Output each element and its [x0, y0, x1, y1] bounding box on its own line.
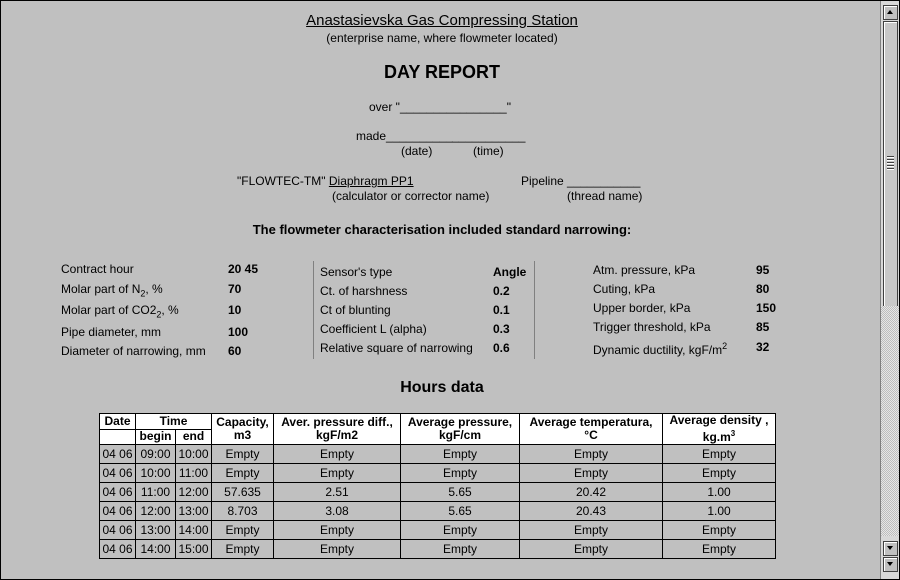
param-value: 80 — [756, 282, 770, 296]
param-label: Molar part of $CO2_2$, % — [61, 303, 179, 320]
cell-date: 04 06 — [100, 445, 136, 464]
cell-pressure-diff: Empty — [274, 540, 401, 559]
param-value: 150 — [756, 301, 777, 315]
cell-avg-pressure: Empty — [401, 540, 520, 559]
cell-begin: 11:00 — [136, 483, 176, 502]
scroll-down-arrow-icon[interactable] — [883, 557, 898, 572]
param-label: Ct. of harshness — [320, 284, 408, 298]
cell-avg-temperature: Empty — [520, 540, 663, 559]
param-label: Sensor's type — [320, 265, 393, 279]
column-divider — [313, 261, 314, 359]
enterprise-hint: (enterprise name, where flowmeter located) — [326, 31, 558, 45]
param-value: 95 — [756, 263, 770, 277]
cell-end: 12:00 — [176, 483, 212, 502]
cell-date: 04 06 — [100, 540, 136, 559]
cell-avg-density: Empty — [663, 464, 776, 483]
header-end: end — [176, 429, 212, 445]
header-time: Time — [136, 414, 212, 430]
cell-avg-temperature: Empty — [520, 445, 663, 464]
cell-avg-pressure: 5.65 — [401, 502, 520, 521]
param-label: Atm. pressure, kPa — [593, 263, 696, 277]
page-title: DAY REPORT — [383, 62, 501, 82]
cell-date: 04 06 — [100, 502, 136, 521]
hours-table-body — [100, 445, 776, 559]
made-label: made__________ — [356, 129, 453, 143]
param-value: 20 45 — [228, 262, 259, 276]
param-value: 32 — [756, 340, 770, 354]
cell-end: 13:00 — [176, 502, 212, 521]
characterisation-heading: The flowmeter characterisation included standard narrowing: — [252, 222, 632, 237]
hours-data-title: Hours data — [400, 379, 484, 396]
param-label: Coefficient L (alpha) — [320, 322, 427, 336]
cell-avg-pressure: Empty — [401, 445, 520, 464]
cell-begin: 12:00 — [136, 502, 176, 521]
param-label: Upper border, kPa — [593, 301, 691, 315]
param-label: Dynamic ductility, kgF/$m^2$ — [593, 341, 728, 357]
param-label: Ct of blunting — [320, 303, 391, 317]
param-value: 0.3 — [493, 322, 510, 336]
param-value: 10 — [228, 303, 242, 317]
param-label: Diameter of narrowing, mm — [61, 344, 206, 358]
cell-avg-density: Empty — [663, 521, 776, 540]
report-document — [1, 1, 879, 579]
param-value: 70 — [228, 282, 242, 296]
time-hint: (time) — [473, 144, 504, 158]
vertical-scrollbar[interactable] — [880, 1, 899, 579]
cell-capacity: 8.703 — [212, 502, 274, 521]
cell-avg-temperature: Empty — [520, 521, 663, 540]
cell-avg-pressure: Empty — [401, 521, 520, 540]
cell-date: 04 06 — [100, 464, 136, 483]
cell-pressure-diff: Empty — [274, 445, 401, 464]
device-name: Diaphragm PP1 — [328, 174, 414, 188]
cell-begin: 13:00 — [136, 521, 176, 540]
date-hint: (date) — [401, 144, 433, 158]
cell-pressure-diff: 2.51 — [274, 483, 401, 502]
param-value: 0.6 — [493, 341, 510, 355]
device-hint: (calculator or corrector name) — [332, 189, 490, 203]
header-date: Date — [100, 414, 136, 430]
header-pressure-diff: Aver. pressure diff., kgF/m2 — [274, 414, 401, 445]
param-label: Molar part of $N_2$, % — [61, 282, 163, 299]
cell-avg-temperature: 20.43 — [520, 502, 663, 521]
cell-end: 11:00 — [176, 464, 212, 483]
cell-end: 10:00 — [176, 445, 212, 464]
cell-capacity: Empty — [212, 521, 274, 540]
header-avg-pressure: Average pressure, kgF/cm — [401, 414, 520, 445]
table-row — [100, 540, 776, 559]
header-avg-temperature: Average temperatura, °C — [520, 414, 663, 445]
header-avg-density: Average density , $kg.m^3$ — [663, 414, 776, 445]
scroll-thumb[interactable] — [883, 21, 898, 307]
cell-end: 15:00 — [176, 540, 212, 559]
param-value: 85 — [756, 320, 770, 334]
scroll-down-arrow-icon[interactable] — [883, 541, 898, 556]
cell-avg-density: 1.00 — [663, 483, 776, 502]
time-line: ___________ — [452, 129, 526, 143]
cell-avg-pressure: Empty — [401, 464, 520, 483]
over-line: over "________________" — [369, 100, 511, 114]
param-value: 60 — [228, 344, 242, 358]
cell-date: 04 06 — [100, 521, 136, 540]
param-label: Pipe diameter, mm — [61, 325, 162, 339]
cell-avg-temperature: 20.42 — [520, 483, 663, 502]
header-capacity: Capacity, m3 — [212, 414, 274, 445]
cell-capacity: Empty — [212, 445, 274, 464]
enterprise-name: Anastasievska Gas Compressing Station — [306, 12, 578, 29]
cell-pressure-diff: Empty — [274, 464, 401, 483]
table-row — [100, 483, 776, 502]
hours-table — [99, 413, 776, 559]
cell-pressure-diff: Empty — [274, 521, 401, 540]
cell-capacity: Empty — [212, 540, 274, 559]
device-line: "FLOWTEC-TM" Diaphragm PP1 — [237, 174, 414, 188]
cell-capacity: 57.635 — [212, 483, 274, 502]
cell-end: 14:00 — [176, 521, 212, 540]
header-begin: begin — [136, 429, 176, 445]
cell-begin: 10:00 — [136, 464, 176, 483]
cell-avg-density: Empty — [663, 540, 776, 559]
cell-pressure-diff: 3.08 — [274, 502, 401, 521]
cell-avg-density: Empty — [663, 445, 776, 464]
cell-avg-temperature: Empty — [520, 464, 663, 483]
param-value: 0.2 — [493, 284, 510, 298]
cell-date: 04 06 — [100, 483, 136, 502]
table-row — [100, 502, 776, 521]
param-label: Trigger threshold, kPa — [593, 320, 711, 334]
param-label: Cuting, kPa — [593, 282, 656, 296]
cell-begin: 14:00 — [136, 540, 176, 559]
scroll-track[interactable] — [881, 306, 899, 536]
cell-avg-density: 1.00 — [663, 502, 776, 521]
cell-begin: 09:00 — [136, 445, 176, 464]
header-date-blank — [100, 429, 136, 445]
param-value: Angle — [493, 265, 527, 279]
cell-capacity: Empty — [212, 464, 274, 483]
column-divider — [534, 261, 535, 359]
param-label: Contract hour — [61, 262, 134, 276]
grip-icon — [887, 156, 894, 170]
table-row — [100, 445, 776, 464]
table-row — [100, 464, 776, 483]
table-row — [100, 521, 776, 540]
cell-avg-pressure: 5.65 — [401, 483, 520, 502]
param-value: 100 — [228, 325, 249, 339]
param-value: 0.1 — [493, 303, 510, 317]
param-label: Relative square of narrowing — [320, 341, 473, 355]
scroll-up-arrow-icon[interactable] — [883, 5, 898, 20]
pipeline-hint: (thread name) — [567, 189, 643, 203]
pipeline-label: Pipeline ___________ — [521, 174, 641, 188]
